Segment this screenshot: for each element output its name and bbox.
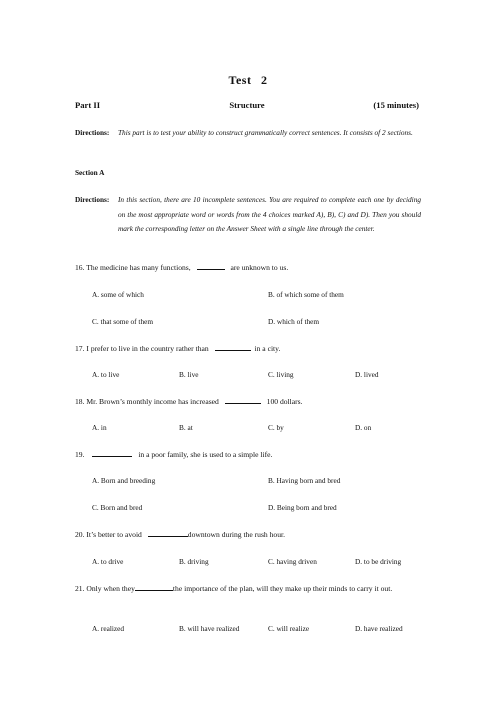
answer-blank — [92, 448, 132, 457]
option-b: B. at — [179, 423, 193, 432]
option-a: A. some of which — [92, 290, 144, 299]
question-stem: 21. Only when they — [75, 584, 135, 593]
directions-label: Directions: — [75, 195, 110, 204]
part-directions — [75, 126, 421, 141]
question-16 — [75, 261, 421, 276]
option-b: B. Having born and bred — [268, 476, 341, 485]
answer-blank — [215, 342, 251, 351]
answer-blank — [135, 582, 173, 591]
part-label: Part II — [75, 100, 101, 110]
section-heading: Section A — [75, 168, 105, 177]
option-c: C. living — [268, 370, 294, 379]
option-a: A. in — [92, 423, 107, 432]
option-c: C. by — [268, 423, 284, 432]
question-20 — [75, 528, 421, 543]
question-stem-end: 100 dollars. — [266, 397, 303, 406]
option-b: B. of which some of them — [268, 290, 344, 299]
directions-label: Directions: — [75, 128, 110, 137]
option-c: C. that some of them — [92, 317, 154, 326]
option-d: D. lived — [355, 370, 379, 379]
option-a: A. to live — [92, 370, 120, 379]
option-d: D. which of them — [268, 317, 320, 326]
directions-text: In this section, there are 10 incomplete sentences. You are required to complete each one by deciding on the most appropriate word or words from the 4 choices marked A), B), C) and D). Then you should mark the corresponding letter on the Answer Sheet with a single line through the center. — [118, 195, 421, 233]
option-b: B. will have realized — [179, 624, 240, 633]
option-d: D. to be driving — [355, 557, 402, 566]
question-stem: 19. — [75, 450, 85, 459]
option-a: A. realized — [92, 624, 125, 633]
question-stem: 16. The medicine has many functions, — [75, 263, 191, 272]
option-d: D. have realized — [355, 624, 403, 633]
answer-blank — [225, 395, 261, 404]
part-time: (15 minutes) — [373, 100, 419, 110]
option-b: B. live — [179, 370, 199, 379]
question-21 — [75, 582, 421, 597]
option-c: C. having driven — [268, 557, 317, 566]
option-d: D. on — [355, 423, 372, 432]
question-stem: 17. I prefer to live in the country rather than — [75, 344, 209, 353]
directions-text: This part is to test your ability to construct grammatically correct sentences. It consists of 2 sections. — [118, 128, 413, 137]
question-stem-end: in a poor family, she is used to a simple life. — [138, 450, 273, 459]
answer-blank — [148, 528, 188, 537]
option-b: B. driving — [179, 557, 209, 566]
question-19 — [75, 448, 421, 463]
question-18 — [75, 395, 421, 410]
question-stem-end: downtown during the rush hour. — [187, 530, 286, 539]
question-17 — [75, 342, 421, 357]
option-a: A. to drive — [92, 557, 124, 566]
test-title: Test 2 — [228, 73, 268, 87]
option-c: C. will realize — [268, 624, 310, 633]
option-d: D. Being born and bred — [268, 503, 337, 512]
question-stem-end: are unknown to us. — [230, 263, 289, 272]
question-stem: 18. Mr. Brown’s monthly income has increased — [75, 397, 219, 406]
part-header — [75, 100, 419, 114]
question-stem-end: the importance of the plan, will they make up their minds to carry it out. — [172, 584, 393, 593]
option-c: C. Born and bred — [92, 503, 143, 512]
option-a: A. Born and breeding — [92, 476, 156, 485]
question-stem-end: in a city. — [254, 344, 281, 353]
part-name: Structure — [229, 100, 265, 110]
section-directions — [75, 193, 421, 237]
answer-blank — [197, 261, 225, 270]
question-stem: 20. It’s better to avoid — [75, 530, 142, 539]
